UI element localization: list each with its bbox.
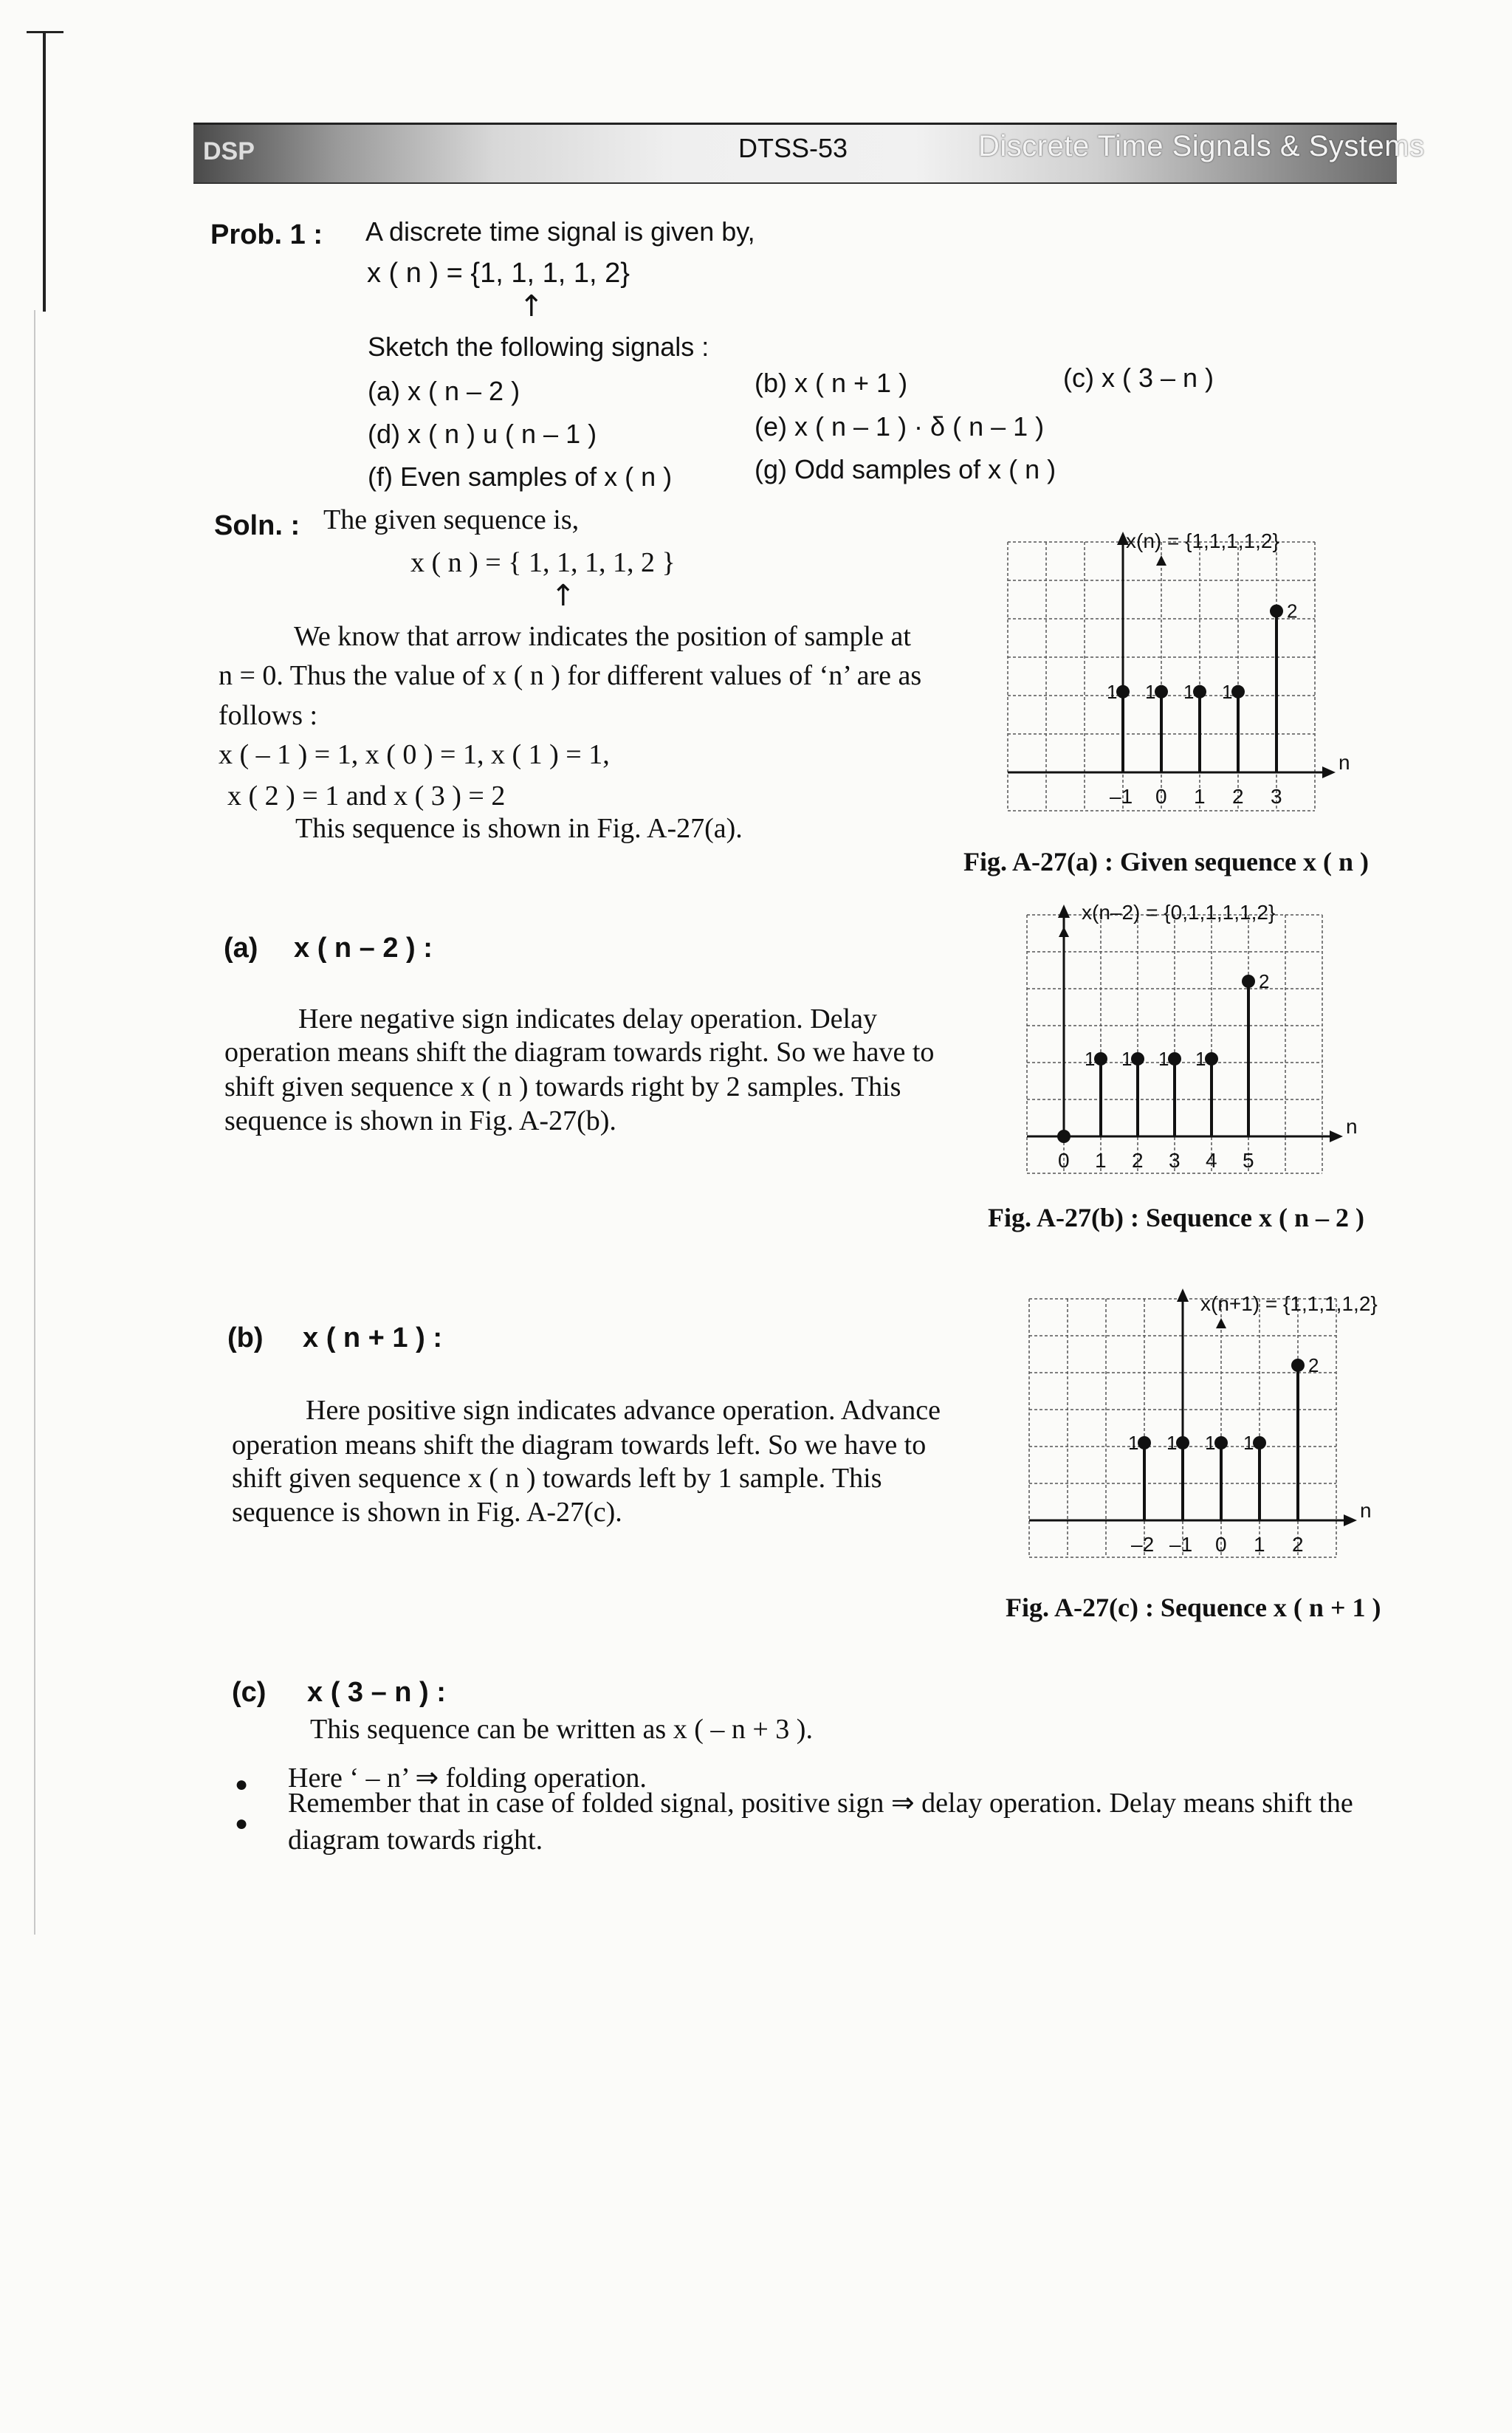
sample-value-label: 2 xyxy=(1308,1354,1319,1376)
figure-a27a-stem-plot xyxy=(1000,529,1350,826)
x-axis-label: n xyxy=(1360,1499,1372,1522)
bullet-mark: ● xyxy=(235,1772,249,1797)
problem-part-g: (g) Odd samples of x ( n ) xyxy=(755,454,1056,484)
x-tick-label: 1 xyxy=(1194,785,1206,808)
part-c-bullet: Remember that in case of folded signal, positive sign ⇒ delay operation. Delay means shift the xyxy=(288,1788,1353,1819)
stem-marker xyxy=(1138,1436,1151,1449)
stem-marker xyxy=(1214,1436,1228,1449)
binding-mark-stem xyxy=(43,31,46,312)
x-tick-label: 0 xyxy=(1215,1533,1227,1556)
part-b-paragraph-line: sequence is shown in Fig. A-27(c). xyxy=(232,1497,622,1528)
plot-title: x(n+1) = {1,1,1,1,2} xyxy=(1200,1292,1378,1315)
stem-marker xyxy=(1116,685,1130,699)
figure-caption: Fig. A-27(a) : Given sequence x ( n ) xyxy=(963,847,1369,876)
part-a-label: (a) xyxy=(224,933,258,964)
origin-arrow-marker xyxy=(1059,927,1069,937)
x-tick-label: 3 xyxy=(1169,1149,1181,1172)
stem-marker xyxy=(1057,1130,1071,1143)
x-axis-arrowhead xyxy=(1344,1514,1357,1526)
chapter-title: Discrete Time Signals & Systems xyxy=(978,130,1425,162)
problem-intro: A discrete time signal is given by, xyxy=(365,216,755,247)
stem-marker xyxy=(1193,685,1206,699)
part-b-paragraph-line: Here positive sign indicates advance operation. Advance xyxy=(306,1395,941,1426)
x-tick-label: 2 xyxy=(1232,785,1244,808)
stem-marker xyxy=(1168,1052,1181,1065)
sample-value-label: 1 xyxy=(1195,1048,1206,1070)
origin-arrow-marker xyxy=(1156,555,1166,566)
stem-marker xyxy=(1155,685,1168,699)
sample-value-label: 1 xyxy=(1222,680,1233,703)
origin-arrow: ↑ xyxy=(551,579,576,613)
solution-paragraph-line: We know that arrow indicates the position of sample at xyxy=(294,621,911,652)
problem-part-d: (d) x ( n ) u ( n – 1 ) xyxy=(368,419,597,449)
figure-caption: Fig. A-27(b) : Sequence x ( n – 2 ) xyxy=(988,1203,1364,1232)
sample-value-label: 1 xyxy=(1107,680,1118,703)
part-a-paragraph-line: sequence is shown in Fig. A-27(b). xyxy=(224,1105,616,1136)
part-a-heading: x ( n – 2 ) : xyxy=(294,933,433,964)
sample-value-label: 2 xyxy=(1287,600,1298,622)
header-left-text: DSP xyxy=(203,137,255,165)
problem-part-a: (a) x ( n – 2 ) xyxy=(368,376,520,406)
stem-marker xyxy=(1253,1436,1266,1449)
solution-given-sequence: x ( n ) = { 1, 1, 1, 1, 2 } xyxy=(410,547,676,578)
x-tick-label: –2 xyxy=(1131,1533,1155,1556)
sample-value-label: 1 xyxy=(1145,680,1156,703)
x-axis-arrowhead xyxy=(1330,1130,1343,1142)
problem-part-b: (b) x ( n + 1 ) xyxy=(755,368,908,398)
stem-marker xyxy=(1270,605,1283,618)
solution-values-line: x ( 2 ) = 1 and x ( 3 ) = 2 xyxy=(227,780,506,811)
x-tick-label: –1 xyxy=(1169,1533,1193,1556)
y-axis-arrowhead xyxy=(1058,905,1070,918)
part-c-heading: x ( 3 – n ) : xyxy=(307,1677,446,1708)
solution-paragraph-line: n = 0. Thus the value of x ( n ) for different values of ‘n’ are as xyxy=(219,660,922,691)
stem-marker xyxy=(1176,1436,1189,1449)
part-b-paragraph-line: shift given sequence x ( n ) towards left by 1 sample. This xyxy=(232,1463,882,1494)
origin-arrow: ↑ xyxy=(519,289,544,323)
problem-part-c: (c) x ( 3 – n ) xyxy=(1063,363,1214,393)
solution-label: Soln. : xyxy=(214,510,300,541)
x-tick-label: 0 xyxy=(1058,1149,1070,1172)
stem-marker xyxy=(1291,1359,1305,1372)
sample-value-label: 1 xyxy=(1158,1048,1169,1070)
x-axis-label: n xyxy=(1346,1115,1358,1138)
problem-given-sequence: x ( n ) = {1, 1, 1, 1, 2} xyxy=(367,258,630,289)
stem-marker xyxy=(1205,1052,1218,1065)
stem-marker xyxy=(1131,1052,1144,1065)
sample-value-label: 1 xyxy=(1121,1048,1133,1070)
page-number: DTSS-53 xyxy=(738,133,848,163)
origin-arrow-marker xyxy=(1216,1318,1226,1328)
sample-value-label: 1 xyxy=(1166,1432,1178,1454)
x-tick-label: 1 xyxy=(1254,1533,1265,1556)
figure-a27c-stem-plot xyxy=(1026,1288,1410,1584)
problem-label: Prob. 1 : xyxy=(210,219,323,250)
problem-part-f: (f) Even samples of x ( n ) xyxy=(368,461,673,492)
sample-value-label: 1 xyxy=(1085,1048,1096,1070)
part-b-paragraph-line: operation means shift the diagram towards left. So we have to xyxy=(232,1430,927,1461)
binding-margin-line xyxy=(34,310,35,1935)
x-tick-label: 1 xyxy=(1095,1149,1107,1172)
stem-marker xyxy=(1242,975,1255,988)
x-tick-label: 4 xyxy=(1206,1149,1217,1172)
x-tick-label: 2 xyxy=(1292,1533,1304,1556)
solution-paragraph-line: follows : xyxy=(219,700,318,731)
stem-marker xyxy=(1094,1052,1107,1065)
part-b-heading: x ( n + 1 ) : xyxy=(303,1322,442,1353)
sample-value-label: 1 xyxy=(1243,1432,1254,1454)
plot-title: x(n–2) = {0,1,1,1,1,2} xyxy=(1082,901,1276,924)
bullet-mark: ● xyxy=(235,1811,249,1836)
x-tick-label: 2 xyxy=(1132,1149,1144,1172)
problem-sketch-line: Sketch the following signals : xyxy=(368,332,709,362)
part-b-label: (b) xyxy=(227,1322,264,1353)
part-a-paragraph-line: operation means shift the diagram towards right. So we have to xyxy=(224,1037,935,1068)
x-axis-arrowhead xyxy=(1322,766,1336,778)
figure-a27b-stem-plot xyxy=(1023,901,1358,1200)
solution-intro: The given sequence is, xyxy=(323,504,580,535)
y-axis-arrowhead xyxy=(1177,1288,1189,1302)
part-c-rewrite-line: This sequence can be written as x ( – n + 3 ). xyxy=(310,1714,813,1745)
x-tick-label: 3 xyxy=(1271,785,1282,808)
part-a-paragraph-line: shift given sequence x ( n ) towards right by 2 samples. This xyxy=(224,1071,901,1102)
x-axis-label: n xyxy=(1339,751,1350,774)
sample-value-label: 1 xyxy=(1183,680,1195,703)
part-c-bullet: Here ‘ – n’ ⇒ folding operation. xyxy=(288,1763,647,1794)
problem-part-e: (e) x ( n – 1 ) · δ ( n – 1 ) xyxy=(755,411,1045,442)
sample-value-label: 2 xyxy=(1259,970,1270,992)
solution-values-line: x ( – 1 ) = 1, x ( 0 ) = 1, x ( 1 ) = 1, xyxy=(219,739,610,770)
part-c-label: (c) xyxy=(232,1677,267,1708)
x-tick-label: 5 xyxy=(1243,1149,1254,1172)
plot-title: x(n) = {1,1,1,1,2} xyxy=(1126,529,1279,552)
sample-value-label: 1 xyxy=(1205,1432,1216,1454)
x-tick-label: 0 xyxy=(1155,785,1167,808)
figure-caption: Fig. A-27(c) : Sequence x ( n + 1 ) xyxy=(1006,1593,1381,1622)
x-tick-label: –1 xyxy=(1110,785,1133,808)
sample-value-label: 1 xyxy=(1128,1432,1139,1454)
part-c-bullet-continued: diagram towards right. xyxy=(288,1825,543,1856)
solution-figure-ref: This sequence is shown in Fig. A-27(a). xyxy=(295,813,743,844)
stem-marker xyxy=(1231,685,1245,699)
part-a-paragraph-line: Here negative sign indicates delay operation. Delay xyxy=(298,1003,877,1034)
